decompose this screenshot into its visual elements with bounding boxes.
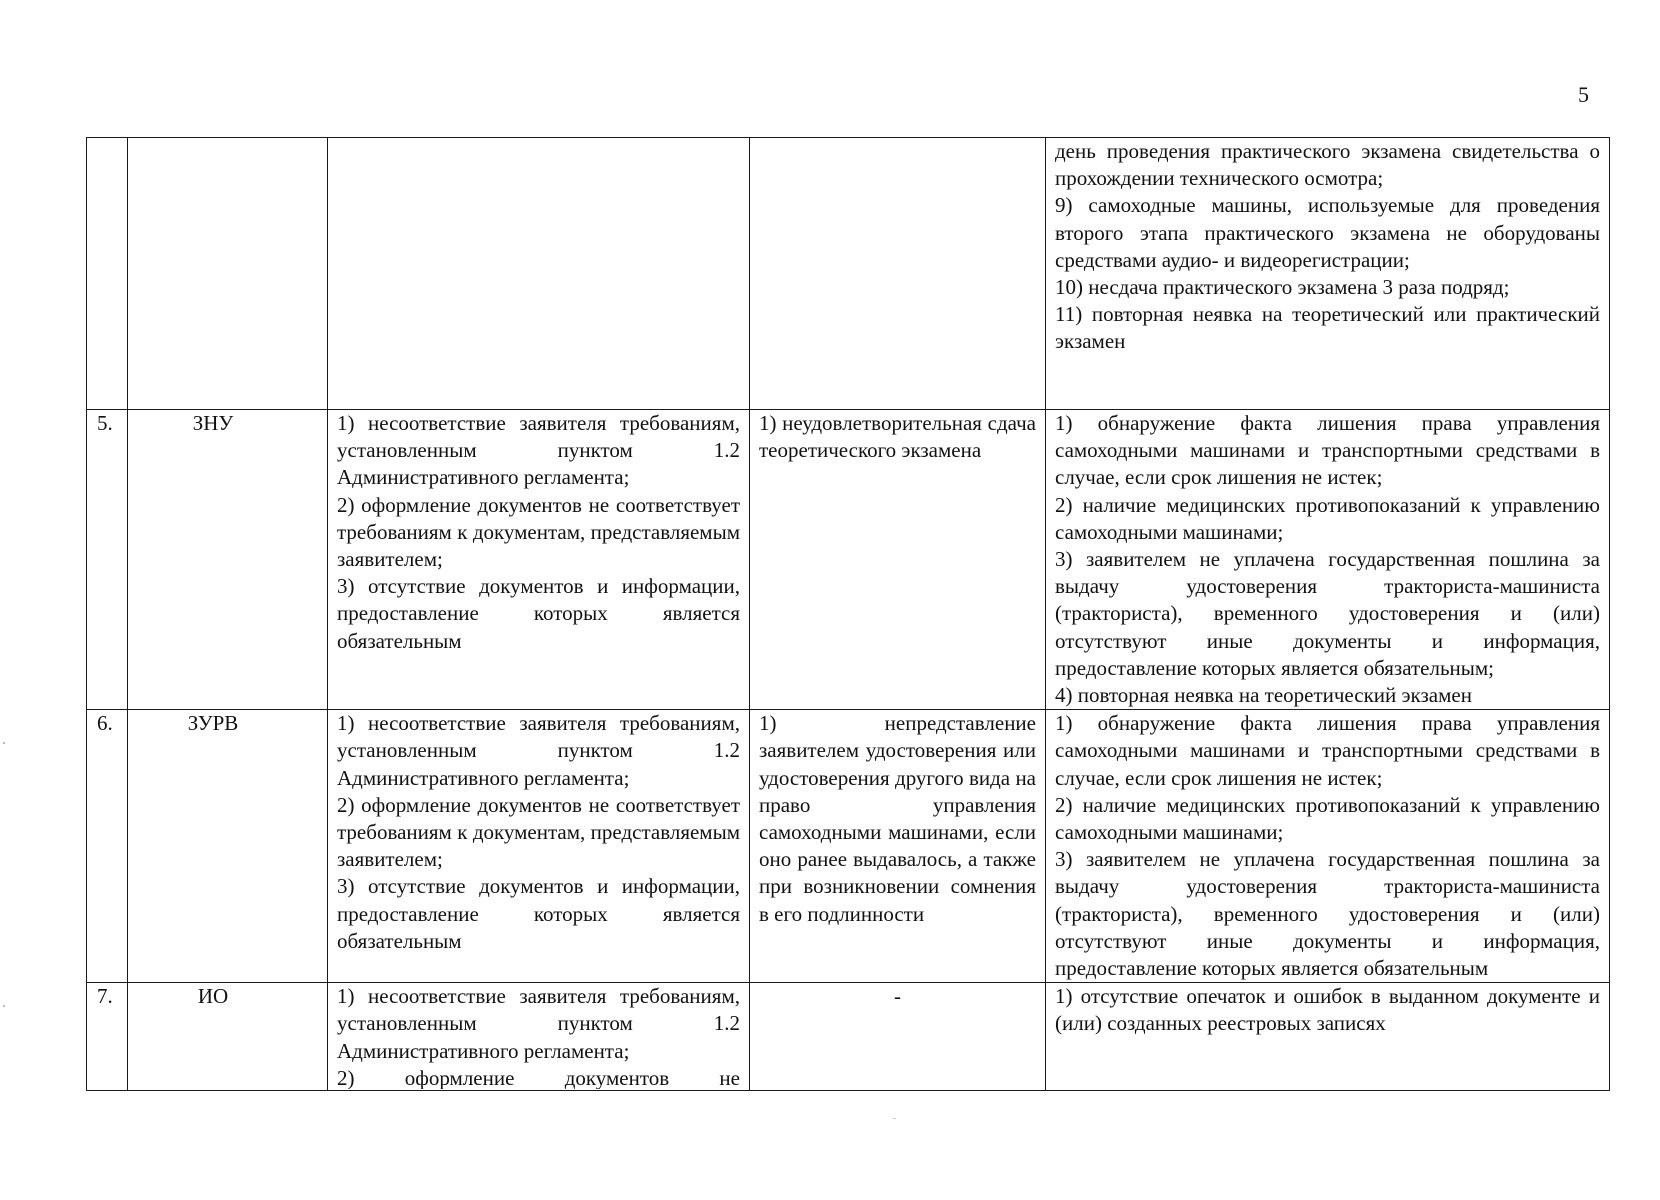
- refusal-cell: [750, 410, 1046, 710]
- row-number-cell: 5.: [87, 410, 128, 710]
- page-number: 5: [1578, 82, 1589, 107]
- list-item: 10) несдача практического экзамена 3 раза подряд;: [1055, 275, 1510, 300]
- list-item: 11) повторная неявка на теоретический или практический экзамен: [1055, 302, 1600, 354]
- code-cell: ИО: [128, 983, 328, 1091]
- dash-placeholder: -: [894, 984, 901, 1009]
- list-item: 2) оформление документов не: [337, 1065, 740, 1090]
- suspension-cell: [1046, 983, 1610, 1091]
- list-item: 1) несоответствие заявителя требованиям, установленным пунктом 1.2 Административного регламента;: [337, 711, 740, 790]
- code-cell: [128, 138, 328, 410]
- grounds-cell: [328, 983, 750, 1091]
- list-item: 1) несоответствие заявителя требованиям, установленным пунктом 1.2 Административного регламента;: [337, 411, 740, 490]
- requirements-table: [86, 137, 1610, 1091]
- list-item: 1) несоответствие заявителя требованиям, установленным пунктом 1.2 Административного регламента;: [337, 984, 740, 1063]
- grounds-cell: [328, 410, 750, 710]
- list-item: 3) заявителем не уплачена государственная пошлина за выдачу удостоверения тракториста-машиниста (тракториста), временного удостоверения и (или) отсутствуют иные документы и информация, предоставление которых является обязательным;: [1055, 547, 1600, 680]
- list-item: 1) непредставление заявителем удостоверения или удостоверения другого вида на право управления самоходными машинами, если оно ранее выдавалось, а также при возникновении сомнения в его подлинности: [759, 711, 1036, 926]
- list-item: 3) заявителем не уплачена государственная пошлина за выдачу удостоверения тракториста-машиниста (тракториста), временного удостоверения и (или) отсутствуют иные документы и информация, предоставление которых является обязательным: [1055, 847, 1600, 981]
- suspension-cell: [1046, 138, 1610, 410]
- grounds-cell: [328, 138, 750, 410]
- list-item: 4) повторная неявка на теоретический экзамен: [1055, 683, 1472, 708]
- row-number-cell: 6.: [87, 710, 128, 983]
- list-item: 1) обнаружение факта лишения права управления самоходными машинами и транспортными средствами в случае, если срок лишения не истек;: [1055, 411, 1600, 490]
- suspension-cell: [1046, 410, 1610, 710]
- table-row: [87, 410, 1610, 710]
- list-item: 2) наличие медицинских противопоказаний к управлению самоходными машинами;: [1055, 792, 1600, 845]
- list-item: 2) оформление документов не соответствует требованиям к документам, представляемым заявителем;: [337, 492, 740, 572]
- list-item: 2) оформление документов не соответствует требованиям к документам, представляемым заявителем;: [337, 792, 740, 872]
- list-item: 1) обнаружение факта лишения права управления самоходными машинами и транспортными средствами в случае, если срок лишения не истек;: [1055, 711, 1600, 790]
- table-row: [87, 710, 1610, 983]
- grounds-cell: [328, 710, 750, 983]
- refusal-cell: [750, 138, 1046, 410]
- row-number-cell: 7.: [87, 983, 128, 1091]
- scan-speck: [3, 742, 5, 744]
- code-cell: ЗНУ: [128, 410, 328, 710]
- table-row: [87, 138, 1610, 410]
- table-row: [87, 983, 1610, 1091]
- list-item: 3) отсутствие документов и информации, предоставление которых является обязательным: [337, 874, 740, 953]
- scan-speck: [893, 1118, 896, 1119]
- row-number-cell: [87, 138, 128, 410]
- scan-speck: [3, 1005, 5, 1007]
- list-item: 1) неудовлетворительная сдача теоретического экзамена: [759, 411, 1036, 463]
- list-item: 1) отсутствие опечаток и ошибок в выданном документе и (или) созданных реестровых записях: [1055, 984, 1600, 1036]
- refusal-cell: [750, 983, 1046, 1091]
- refusal-cell: [750, 710, 1046, 983]
- list-item: 9) самоходные машины, используемые для проведения второго этапа практического экзамена не оборудованы средствами аудио- и видеорегистрации;: [1055, 193, 1600, 272]
- suspension-cell: [1046, 710, 1610, 983]
- list-item: 3) отсутствие документов и информации, предоставление которых является обязательным: [337, 574, 740, 653]
- list-item: день проведения практического экзамена свидетельства о прохождении технического осмотра;: [1055, 139, 1600, 191]
- code-cell: ЗУРВ: [128, 710, 328, 983]
- list-item: 2) наличие медицинских противопоказаний к управлению самоходными машинами;: [1055, 492, 1600, 544]
